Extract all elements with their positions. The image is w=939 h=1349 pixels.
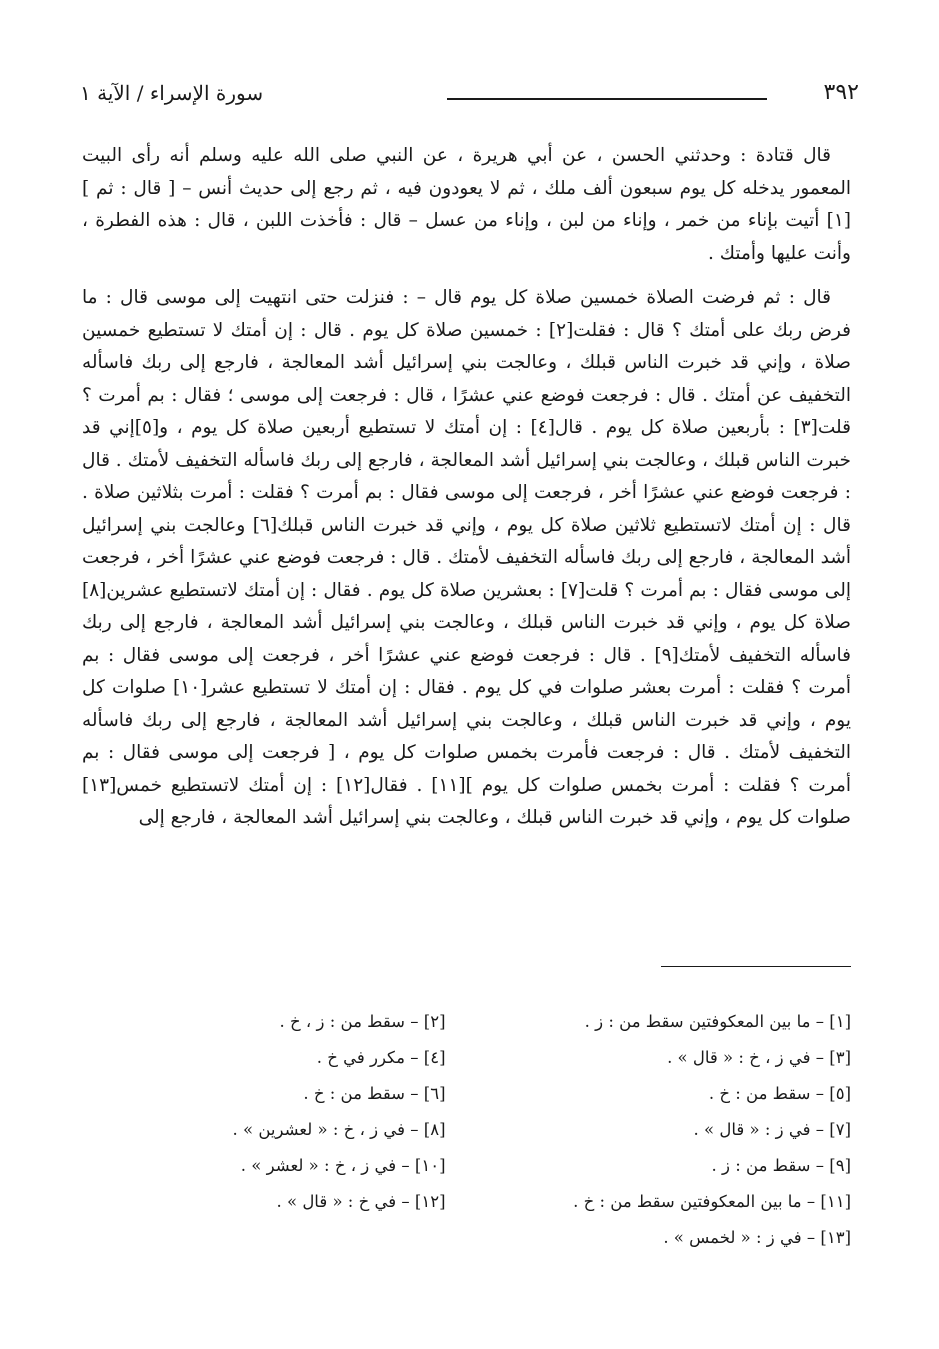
footnote-10: [١٠] – في ز ، خ : « لعشر » .	[240, 1156, 446, 1175]
footnote-5: [٥] – سقط من : خ .	[708, 1084, 851, 1103]
header-rule	[447, 98, 767, 100]
footnote-11: [١١] – ما بين المعكوفتين سقط من : خ .	[573, 1192, 851, 1211]
footnote-9: [٩] – سقط من : ز .	[711, 1156, 851, 1175]
running-title: سورة الإسراء / الآية ١	[80, 81, 264, 105]
paragraph-1: قال قتادة : وحدثني الحسن ، عن أبي هريرة ، عن النبي صلى الله عليه وسلم أنه رأى البيت المعمور يدخله كل يوم سبعون ألف ملك ، ثم لا يعودون فيه ، ثم رجع إلى حديث أنس – [ قال : ثم ][١] أتيت بإناء من خمر ، وإناء من لبن ، وإناء من عسل – قال : فأخذت اللبن ، قال : هذه الفطرة ، وأنت عليها وأمتك .	[82, 145, 851, 264]
footnote-4: [٤] – مكرر في خ .	[316, 1048, 446, 1067]
page-header	[80, 78, 859, 112]
footnote-separator	[661, 966, 851, 967]
footnote-8: [٨] – في ز ، خ : « لعشرين » .	[232, 1120, 446, 1139]
footnote-12: [١٢] – في خ : « قال » .	[276, 1192, 446, 1211]
paragraph-2: قال : ثم فرضت الصلاة خمسين صلاة كل يوم قال – : فنزلت حتى انتهيت إلى موسى قال : ما فرض ربك على أمتك ؟ قال : فقلت[٢] : خمسين صلاة كل يوم . قال : إن أمتك لا تستطيع خمسين صلاة ، وإني قد خبرت الناس قبلك ، وعالجت بني إسرائيل أشد المعالجة ، فارجع إلى ربك فاسأله التخفيف عن أمتك . قال : فرجعت فوضع عني عشرًا ، قال : فرجعت إلى موسى ؛ فقال : بم أمرت ؟ قلت[٣] : بأربعين صلاة كل يوم . قال[٤] : إن أمتك لا تستطيع أربعين صلاة كل يوم ، و[٥]إني قد خبرت الناس قبلك ، وعالجت بني إسرائيل أشد المعالجة ، فارجع إلى ربك فاسأله التخفيف لأمتك . قال : فرجعت فوضع عني عشرًا أخر ، فرجعت إلى موسى فقال : بم أمرت ؟ فقلت : أمرت بثلاثين صلاة . قال : إن أمتك لاتستطيع ثلاثين صلاة كل يوم ، وإني قد خبرت الناس قبلك[٦] وعالجت بني إسرائيل أشد المعالجة ، فارجع إلى ربك فاسأله التخفيف لأمتك . قال : فرجعت فوضع عني عشرًا أخر ، فرجعت إلى موسى فقال : بم أمرت ؟ قلت[٧] : بعشرين صلاة كل يوم . فقال : إن أمتك لاتستطيع عشرين[٨] صلاة كل يوم ، وإني قد خبرت الناس قبلك ، وعالجت بني إسرائيل أشد المعالجة ، فارجع إلى ربك فاسأله التخفيف لأمتك[٩] . قال : فرجعت فوضع عني عشرًا أخر ، فرجعت إلى موسى فقال : بم أمرت ؟ فقلت : أمرت بعشر صلوات في كل يوم . فقال : إن أمتك لا تستطيع عشر[١٠] صلوات كل يوم ، وإني قد خبرت الناس قبلك ، وعالجت بني إسرائيل أشد المعالجة ، فارجع إلى ربك فاسأله التخفيف لأمتك . قال : فرجعت فأمرت بخمس صلوات كل يوم ، [ فرجعت إلى موسى فقال : بم أمرت ؟ فقلت : أمرت بخمس صلوات كل يوم ][١١] . فقال[١٢] : إن أمتك لاتستطيع خمس[١٣] صلوات كل يوم ، وإني قد خبرت الناس قبلك ، وعالجت بني إسرائيل أشد المعالجة ، فارجع إلى	[82, 287, 851, 828]
page-number: ٣٩٢	[823, 80, 859, 105]
footnote-2: [٢] – سقط من : ز ، خ .	[279, 1012, 446, 1031]
main-text	[82, 140, 851, 847]
footnote-13: [١٣] – في ز : « لخمس » .	[663, 1228, 851, 1247]
footnote-3: [٣] – في ز ، خ : « قال » .	[667, 1048, 851, 1067]
footnote-6: [٦] – سقط من : خ .	[303, 1084, 446, 1103]
footnote-7: [٧] – في ز : « قال » .	[693, 1120, 851, 1139]
footnote-1: [١] – ما بين المعكوفتين سقط من : ز .	[584, 1012, 851, 1031]
footnotes	[120, 1004, 851, 1256]
